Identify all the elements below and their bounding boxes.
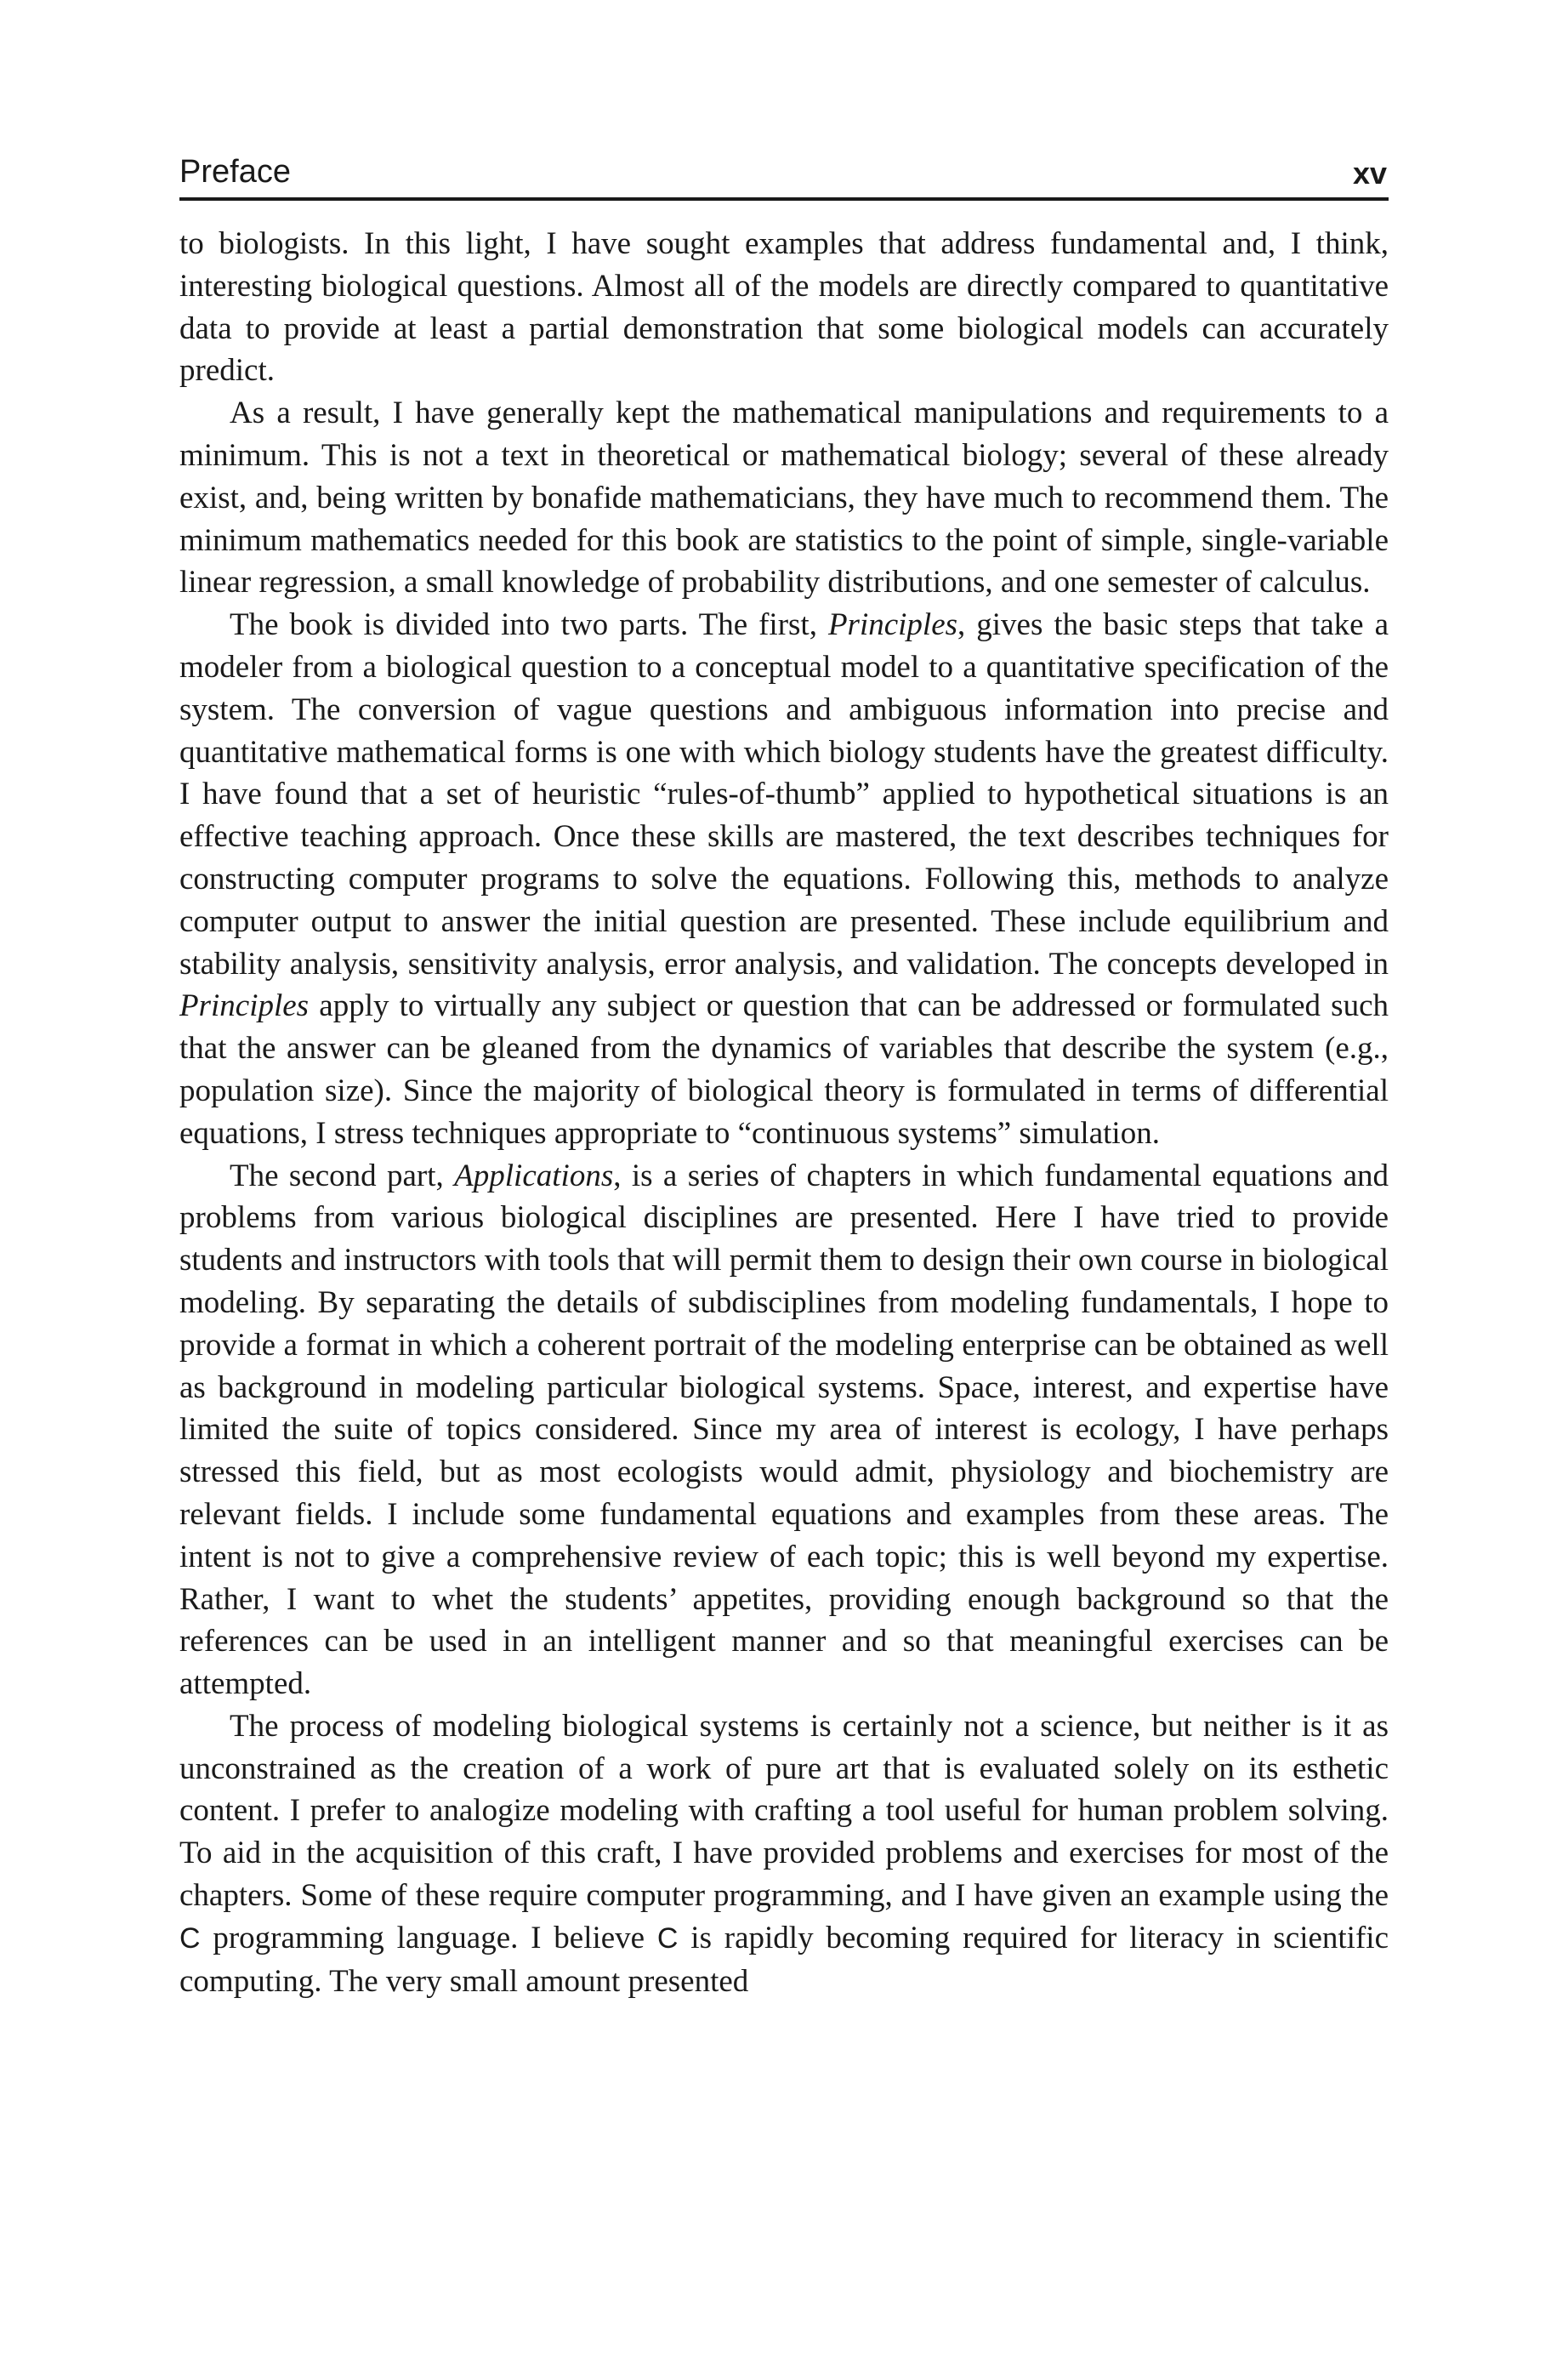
applications-term: Applications (454, 1158, 614, 1193)
paragraph-1: to biologists. In this light, I have sought examples that address fundamental and, I think, interesting biological questions. Almost all of the models are directly compared to quantitative data to provide at least a partial demonstration that some biological models can accurately predict. (179, 226, 1389, 389)
c-language-term: C (179, 1921, 201, 1955)
paragraph-5-part-2: programming language. I believe (200, 1920, 657, 1955)
c-language-term-2: C (656, 1921, 679, 1955)
paragraph-3-part-3: apply to virtually any subject or question that can be addressed or formulated such that the answer can be gleaned from the dynamics of variables that describe the system (e.g., population size). Since the majority of biological theory is formulated in terms of differential equations, I stress techniques appropriate to “continuous systems” simulation. (179, 988, 1389, 1151)
paragraph-4-part-1: The second part, (230, 1158, 455, 1193)
paragraph-4-part-2: , is a series of chapters in which fundamental equations and problems from various biological disciplines are presented. Here I have tried to provide students and instructors with tools that will permit them to design their own course in biological modeling. By separating the details of subdisciplines from modeling fundamentals, I hope to provide a format in which a coherent portrait of the modeling enterprise can be obtained as well as background in modeling particular biological systems. Space, interest, and expertise have limited the suite of topics considered. Since my area of interest is ecology, I have perhaps stressed this field, but as most ecologists would admit, physiology and biochemistry are relevant fields. I include some fundamental equations and examples from these areas. The intent is not to give a comprehensive review of each topic; this is well beyond my expertise. Rather, I want to whet the students’ appetites, providing enough background so that the references can be used in an intelligent manner and so that meaningful exercises can be attempted. (179, 1158, 1389, 1702)
body-text (179, 223, 1389, 2002)
principles-term: Principles (827, 607, 958, 643)
paragraph-5 (179, 1705, 1389, 2003)
book-page (179, 151, 1389, 2002)
paragraph-3-part-1: The book is divided into two parts. The first, (230, 607, 828, 643)
paragraph-5-part-1: The process of modeling biological systems is certainly not a science, but neither is it as unconstrained as the creation of a work of pure art that is evaluated solely on its esthetic content. I prefer to analogize modeling with crafting a tool useful for human problem solving. To aid in the acquisition of this craft, I have provided problems and exercises for most of the chapters. Some of these require computer programming, and I have given an example using the (179, 1708, 1389, 1914)
running-title: Preface (179, 154, 291, 190)
paragraph-3-part-2: , gives the basic steps that take a modeler from a biological question to a conceptual model to a quantitative specification of the system. The conversion of vague questions and ambiguous information into precise and quantitative mathematical forms is one with which biology students have the greatest difficulty. I have found that a set of heuristic “rules-of-thumb” applied to hypothetical situations is an effective teaching approach. Once these skills are mastered, the text describes techniques for constructing computer programs to solve the equations. Following this, methods to analyze computer output to answer the initial question are presented. These include equilibrium and stability analysis, sensitivity analysis, error analysis, and validation. The concepts developed in (179, 607, 1389, 982)
paragraph-2: As a result, I have generally kept the mathematical manipulations and requirements to a minimum. This is not a text in theoretical or mathematical biology; several of these already exist, and, being written by bonafide mathematicians, they have much to recommend them. The minimum mathematics needed for this book are statistics to the point of simple, single-variable linear regression, a small knowledge of probability distributions, and one semester of calculus. (179, 396, 1389, 601)
paragraph-4 (179, 1155, 1389, 1705)
running-head (179, 151, 1389, 196)
paragraph-3 (179, 604, 1389, 1154)
paragraph-5-part-3: is rapidly becoming required for literacy in scientific computing. The very small amount presented (179, 1920, 1389, 1999)
principles-term-2: Principles (179, 988, 310, 1024)
header-rule (179, 197, 1389, 201)
page-number: xv (1352, 156, 1387, 191)
